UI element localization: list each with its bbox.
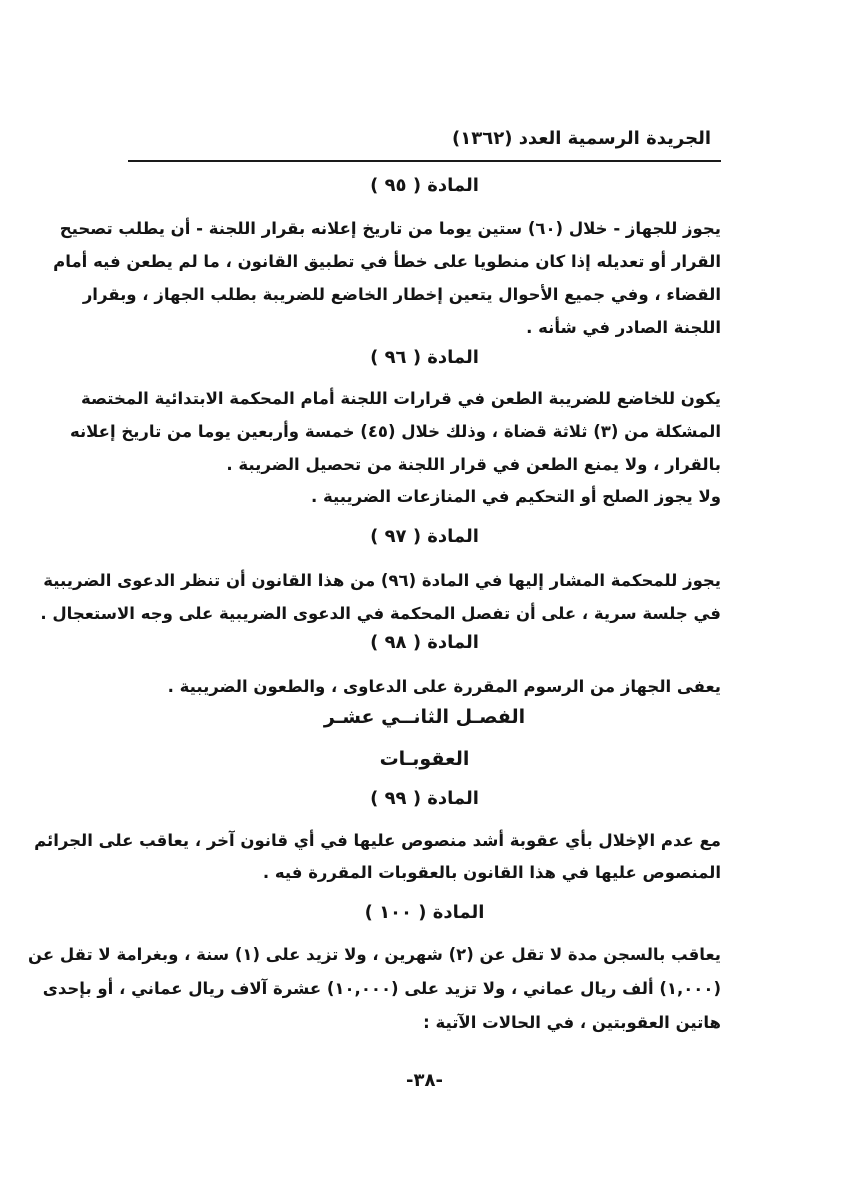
article-100-title: المادة ( ١٠٠ ) bbox=[364, 902, 485, 923]
article-96-line-1: يكون للخاضع للضريبة الطعن في قرارات اللجنة أمام المحكمة الابتدائية المختصة bbox=[81, 389, 721, 408]
article-99-title: المادة ( ٩٩ ) bbox=[370, 788, 479, 809]
article-97-line-1: يجوز للمحكمة المشار إليها في المادة (٩٦) من هذا القانون أن تنظر الدعوى الضريبية bbox=[43, 571, 721, 590]
article-95-line-1: يجوز للجهاز - خلال (٦٠) ستين يوما من تاريخ إعلانه بقرار اللجنة - أن يطلب تصحيح bbox=[59, 219, 721, 238]
chapter-subtitle: العقوبـات bbox=[379, 748, 470, 770]
article-97-title: المادة ( ٩٧ ) bbox=[370, 526, 479, 547]
header-rule bbox=[128, 160, 721, 162]
article-99-line-2: المنصوص عليها في هذا القانون بالعقوبات المقررة فيه . bbox=[262, 863, 721, 882]
chapter-title: الفصـل الثانــي عشـر bbox=[323, 706, 526, 728]
article-96-line-3: بالقرار ، ولا يمنع الطعن في قرار اللجنة من تحصيل الضريبة . bbox=[226, 455, 721, 474]
running-header: الجريدة الرسمية العدد (١٣٦٢) bbox=[452, 128, 711, 149]
article-95-title: المادة ( ٩٥ ) bbox=[370, 175, 479, 196]
article-95-line-3: القضاء ، وفي جميع الأحوال يتعين إخطار الخاضع للضريبة بطلب الجهاز ، وبقرار bbox=[82, 285, 721, 304]
article-96-title: المادة ( ٩٦ ) bbox=[370, 347, 479, 368]
article-100-line-2: (١,٠٠٠) ألف ريال عماني ، ولا تزيد على (١٠,٠٠٠) عشرة آلاف ريال عماني ، أو بإحدى bbox=[42, 979, 721, 998]
article-97-line-2: في جلسة سرية ، على أن تفصل المحكمة في الدعوى الضريبية على وجه الاستعجال . bbox=[40, 604, 721, 623]
article-100-line-1: يعاقب بالسجن مدة لا تقل عن (٢) شهرين ، ولا تزيد على (١) سنة ، وبغرامة لا تقل عن bbox=[28, 945, 721, 964]
article-98-line-1: يعفى الجهاز من الرسوم المقررة على الدعاوى ، والطعون الضريبية . bbox=[167, 677, 721, 696]
article-98-title: المادة ( ٩٨ ) bbox=[370, 632, 479, 653]
article-96-line-2: المشكلة من (٣) ثلاثة قضاة ، وذلك خلال (٤٥) خمسة وأربعين يوما من تاريخ إعلانه bbox=[69, 422, 721, 441]
article-99-line-1: مع عدم الإخلال بأي عقوبة أشد منصوص عليها في أي قانون آخر ، يعاقب على الجرائم bbox=[34, 831, 721, 850]
page-number: -٣٨- bbox=[406, 1070, 443, 1091]
article-96-line-4: ولا يجوز الصلح أو التحكيم في المنازعات الضريبية . bbox=[310, 487, 721, 506]
article-95-line-4: اللجنة الصادر في شأنه . bbox=[526, 318, 721, 337]
article-100-line-3: هاتين العقوبتين ، في الحالات الآتية : bbox=[423, 1013, 721, 1032]
article-95-line-2: القرار أو تعديله إذا كان منطويا على خطأ في تطبيق القانون ، ما لم يطعن فيه أمام bbox=[53, 252, 721, 271]
